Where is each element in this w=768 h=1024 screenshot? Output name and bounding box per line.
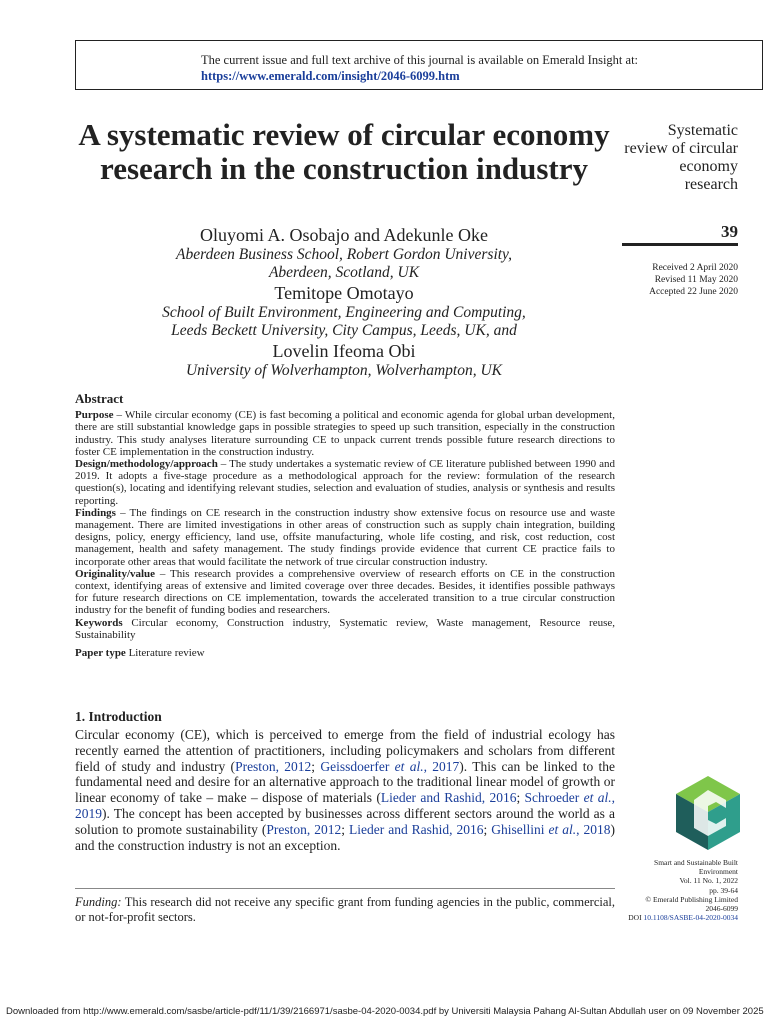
abstract-originality <box>75 568 615 617</box>
section-text: Circular economy, Construction industry, Systematic review, Waste management, Resource reuse, Sustainability <box>75 616 615 641</box>
paper-title: A systematic review of circular economy research in the construction industry <box>78 117 610 186</box>
section-label: Originality/value <box>75 567 156 580</box>
citation-link[interactable]: et al. <box>548 821 577 837</box>
running-head-line: review of circular <box>624 140 738 157</box>
journal-doi <box>598 913 738 922</box>
abstract-findings <box>75 507 615 568</box>
download-note: Downloaded from http://www.emerald.com/sasbe/article-pdf/11/1/39/2166971/sasbe-04-2020-0034.pdf by Universiti Malaysia Pahang Al-Sultan Abdullah user on 09 November 2025 <box>6 1006 764 1017</box>
journal-name: Smart and Sustainable Built <box>654 858 738 867</box>
section-text: – While circular economy (CE) is fast becoming a political and economic agenda for global urban development, there are still substantial knowledge gaps in possible strategies to speed up such transition, especially in the construction industry. This study analyses literature surrounding CE to unpack current trends possible future research directions to foster CE implementation in the construction industry. <box>75 409 615 458</box>
journal-info <box>598 858 738 922</box>
funding-text: This research did not receive any specific grant from funding agencies in the public, commercial, or not-for-profit sectors. <box>75 895 615 924</box>
section-heading: 1. Introduction <box>75 709 162 724</box>
running-head-line: research <box>684 176 738 193</box>
affiliation-2a: School of Built Environment, Engineering and Computing, <box>162 304 526 321</box>
citation-link[interactable]: et al. <box>394 758 424 774</box>
journal-url-link[interactable]: https://www.emerald.com/insight/2046-6099.htm <box>201 69 460 83</box>
affiliation-2b: Leeds Beckett University, City Campus, Leeds, UK, and <box>171 322 517 339</box>
doi-label: DOI <box>628 913 644 923</box>
section-text: – The findings on CE research in the construction industry show extensive focus on resource use and waste management. There are limited investigations in other areas of construction such as supply chain integration, building designs, policy, energy efficiency, land use, offsite manufacturing, whole life costing, and risk, cost reduction, cost management, health and safety management. The study findings provide evidence that current CE practice fails to incorporate other areas that would facilitate the network of true circular construction industry. <box>75 506 615 568</box>
citation-link[interactable]: Preston, 2012 <box>235 758 312 774</box>
journal-pages: pp. 39-64 <box>709 885 738 895</box>
section-text: – The study undertakes a systematic review of CE literature published between 1990 and 2019. It adopts a five-stage procedure as a methodological approach for the review: formulation of the research question(s), locating and identifying relevant studies, selection and evaluation of studies, analysis or synthesis and results reporting. <box>75 458 615 507</box>
abstract-heading: Abstract <box>75 391 124 406</box>
abstract-purpose <box>75 409 615 458</box>
intro-text: ; <box>483 821 492 837</box>
citation-link[interactable]: Schroeder <box>524 790 584 806</box>
author-names-2: Temitope Omotayo <box>274 283 414 303</box>
journal-copyright: © Emerald Publishing Limited <box>645 894 738 904</box>
journal-issn: 2046-6099 <box>705 904 738 914</box>
citation-link[interactable]: Lieder and Rashid, 2016 <box>380 790 517 806</box>
section-label: Findings <box>75 506 116 519</box>
running-head-line: economy <box>679 158 738 175</box>
citation-link[interactable]: Geissdoerfer <box>320 758 395 774</box>
section-label: Design/methodology/approach <box>75 458 218 471</box>
journal-logo-icon <box>676 776 740 850</box>
affiliation-1b: Aberdeen, Scotland, UK <box>268 264 420 281</box>
affiliation-3a: University of Wolverhampton, Wolverhampton, UK <box>185 362 503 379</box>
abstract-keywords <box>75 617 615 641</box>
introduction-paragraph <box>75 727 615 853</box>
journal-volume: Vol. 11 No. 1, 2022 <box>679 876 738 886</box>
section-text: – This research provides a comprehensive overview of research efforts on CE in the construction context, identifying areas of extensive and limited coverage over three decades. Besides, it identifies possible pathways for future research directions on CE implementation, towards the accelerated transition to a true circular construction industry for the benefit of funding bodies and researchers. <box>75 567 615 617</box>
doi-link[interactable]: 10.1108/SASBE-04-2020-0034 <box>643 913 738 923</box>
intro-text: ; <box>311 758 321 774</box>
banner-text: The current issue and full text archive of this journal is available on Emerald Insight at: <box>201 53 639 67</box>
revised-date: Revised 11 May 2020 <box>654 275 738 285</box>
abstract-methodology <box>75 458 615 507</box>
section-label: Paper type <box>75 647 126 660</box>
page-number: 39 <box>721 222 738 241</box>
author-names-3: Lovelin Ifeoma Obi <box>272 341 416 361</box>
author-names-1: Oluyomi A. Osobajo and Adekunle Oke <box>200 225 488 245</box>
received-date: Received 2 April 2020 <box>652 263 738 273</box>
running-head-line: Systematic <box>667 122 738 139</box>
funding-footnote <box>75 895 615 924</box>
section-label: Keywords <box>75 616 123 629</box>
citation-link[interactable]: Ghisellini <box>491 821 549 837</box>
section-label: Purpose <box>75 409 114 422</box>
intro-text: ; <box>516 790 525 806</box>
citation-link[interactable]: Lieder and Rashid, 2016 <box>349 821 484 837</box>
intro-text: ). The concept has been accepted by businesses across different sectors around the world as a solution to promote sustainability ( <box>75 805 615 837</box>
intro-text: Circular economy (CE), which is perceived to emerge from the field of industrial ecology has recently earned the attention of practitioners, including policymakers and scholars from different field of study and industry ( <box>75 727 615 774</box>
affiliation-1a: Aberdeen Business School, Robert Gordon University, <box>176 246 512 263</box>
citation-link[interactable]: Preston, 2012 <box>266 821 342 837</box>
author-block <box>75 224 613 380</box>
journal-name-cont: Environment <box>698 867 738 877</box>
citation-link[interactable]: , 2019 <box>75 790 615 821</box>
header-rule <box>622 243 738 246</box>
citation-link[interactable]: et al. <box>583 790 612 806</box>
footnote-rule <box>75 888 615 889</box>
accepted-date: Accepted 22 June 2020 <box>649 287 738 297</box>
funding-label: Funding: <box>75 895 122 909</box>
citation-link[interactable]: , 2017 <box>423 758 460 774</box>
journal-archive-banner <box>75 40 763 90</box>
citation-link[interactable]: , 2018 <box>576 821 611 837</box>
running-head <box>578 122 738 194</box>
abstract <box>75 393 615 659</box>
section-text: Literature review <box>125 647 205 660</box>
abstract-paper-type <box>75 647 615 659</box>
received-dates <box>649 262 738 298</box>
intro-text: ; <box>341 821 349 837</box>
introduction-section <box>75 709 615 853</box>
intro-text: ) and the construction industry is not an exception. <box>75 821 615 853</box>
intro-text: ). This can be linked to the fundamental need and desire for an alternative approach to the traditional linear model of growth or linear economy of take – make – dispose of materials ( <box>75 758 616 806</box>
